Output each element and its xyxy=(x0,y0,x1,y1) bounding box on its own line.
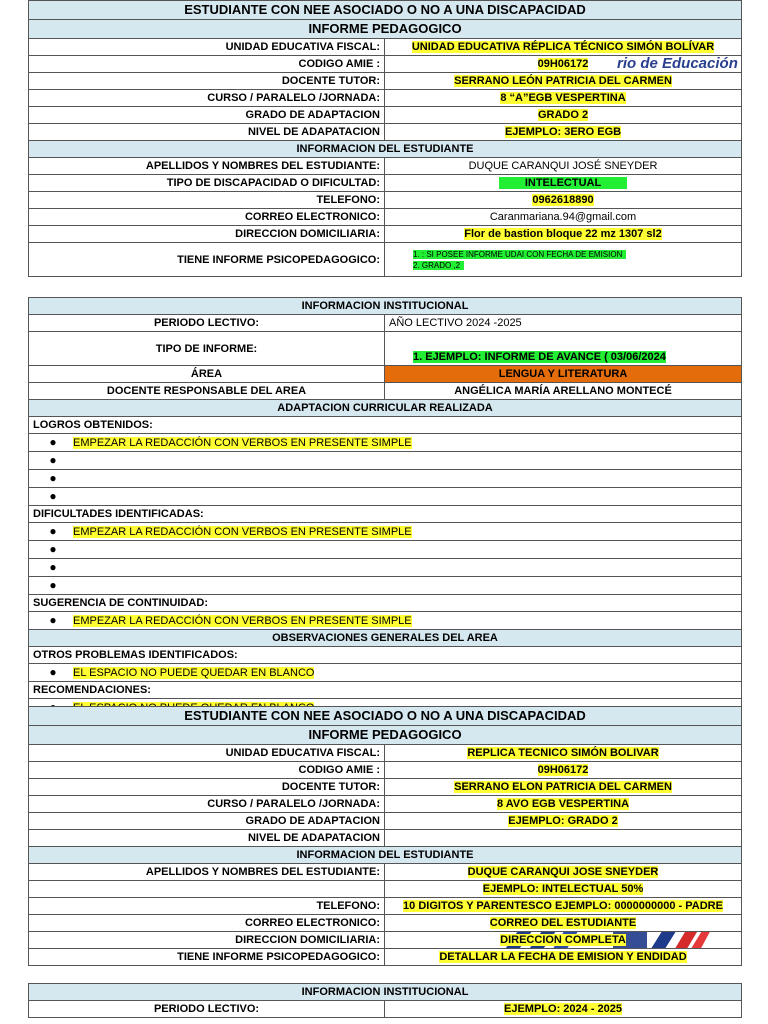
field-value: EJEMPLO: 3ERO EGB xyxy=(504,126,622,138)
field-value: ANGÉLICA MARÍA ARELLANO MONTECÉ xyxy=(385,383,742,400)
field-label: TIPO DE DISCAPACIDAD O DIFICULTAD: xyxy=(29,175,385,192)
field-value: 09H06172 xyxy=(537,58,589,70)
report-title: ESTUDIANTE CON NEE ASOCIADO O NO A UNA DISCAPACIDAD xyxy=(29,707,742,726)
field-value: Caranmariana.94@gmail.com xyxy=(385,209,742,226)
logros-item: EMPEZAR LA REDACCIÓN CON VERBOS EN PRESENTE SIMPLE xyxy=(73,437,412,449)
field-value: DUQUE CARANQUI JOSÉ SNEYDER xyxy=(385,158,742,175)
psico-item: 2. GRADO ,2 xyxy=(413,261,464,270)
field-label: TIENE INFORME PSICOPEDAGOGICO: xyxy=(29,243,385,277)
report-1-table xyxy=(28,0,742,277)
field-label: UNIDAD EDUCATIVA FISCAL: xyxy=(29,745,385,762)
field-label: DIRECCION DOMICILIARIA: xyxy=(29,932,385,949)
bullet: ● xyxy=(49,613,57,627)
field-label: CODIGO AMIE : xyxy=(29,762,385,779)
recomendaciones-label: RECOMENDACIONES: xyxy=(29,682,742,699)
field-label: NIVEL DE ADAPATACION xyxy=(29,124,385,141)
field-label: TELEFONO: xyxy=(29,192,385,209)
institutional-table-2 xyxy=(28,983,742,1018)
bullet: ● xyxy=(49,471,57,485)
field-value: REPLICA TECNICO SIMÓN BOLIVAR xyxy=(467,747,659,759)
watermark-text: rio de Educación xyxy=(617,55,738,72)
field-label: GRADO DE ADAPTACION xyxy=(29,107,385,124)
area-value: LENGUA Y LITERATURA xyxy=(385,366,742,383)
field-label: UNIDAD EDUCATIVA FISCAL: xyxy=(29,39,385,56)
sugerencia-label: SUGERENCIA DE CONTINUIDAD: xyxy=(29,595,742,612)
field-value: 8 AVO EGB VESPERTINA xyxy=(496,798,630,810)
field-label: DOCENTE RESPONSABLE DEL AREA xyxy=(29,383,385,400)
field-value: INTELECTUAL xyxy=(499,177,627,189)
field-value: EJEMPLO: 2024 - 2025 xyxy=(504,1003,623,1015)
observaciones-header: OBSERVACIONES GENERALES DEL AREA xyxy=(29,630,742,647)
field-value: SERRANO ELON PATRICIA DEL CARMEN xyxy=(454,781,672,793)
sugerencia-item: EMPEZAR LA REDACCIÓN CON VERBOS EN PRESENTE SIMPLE xyxy=(73,615,412,627)
field-value: EJEMPLO: INTELECTUAL 50% xyxy=(482,883,644,895)
institutional-table-1 xyxy=(28,297,742,717)
field-label: GRADO DE ADAPTACION xyxy=(29,813,385,830)
report-2 xyxy=(28,706,741,966)
field-label: TELEFONO: xyxy=(29,898,385,915)
field-value: 1. EJEMPLO: INFORME DE AVANCE ( 03/06/2024 xyxy=(413,351,666,363)
field-value: 0962618890 xyxy=(532,194,594,206)
bullet: ● xyxy=(49,542,57,556)
report-2-table xyxy=(28,706,742,966)
bullet: ● xyxy=(49,524,57,538)
psico-item: 1. : SI POSEE INFORME UDAI CON FECHA DE EMISION xyxy=(413,250,626,259)
otros-item: EL ESPACIO NO PUEDE QUEDAR EN BLANCO xyxy=(73,667,315,679)
field-label: CURSO / PARALELO /JORNADA: xyxy=(29,90,385,107)
field-label: PERIODO LECTIVO: xyxy=(29,1001,385,1018)
institutional-info-2 xyxy=(28,983,741,1018)
field-value: SERRANO LEÓN PATRICIA DEL CARMEN xyxy=(454,75,672,87)
bullet: ● xyxy=(49,435,57,449)
report-1 xyxy=(28,0,741,277)
field-value: DIRECCION COMPLETA xyxy=(500,934,626,946)
field-label xyxy=(29,881,385,898)
field-value: GRADO 2 xyxy=(537,109,589,121)
field-value: Flor de bastion bloque 22 mz 1307 sl2 xyxy=(464,228,662,240)
institutional-header: INFORMACION INSTITUCIONAL xyxy=(29,984,742,1001)
field-value: 10 DIGITOS Y PARENTESCO EJEMPLO: 0000000000 - PADRE xyxy=(403,900,723,912)
report-title: ESTUDIANTE CON NEE ASOCIADO O NO A UNA DISCAPACIDAD xyxy=(29,1,742,20)
field-value: 8 “A”EGB VESPERTINA xyxy=(500,92,626,104)
field-label: CODIGO AMIE : xyxy=(29,56,385,73)
field-label: APELLIDOS Y NOMBRES DEL ESTUDIANTE: xyxy=(29,864,385,881)
field-label: NIVEL DE ADAPATACION xyxy=(29,830,385,847)
field-value xyxy=(385,830,742,847)
otros-label: OTROS PROBLEMAS IDENTIFICADOS: xyxy=(29,647,742,664)
report-subtitle: INFORME PEDAGOGICO xyxy=(29,20,742,39)
report-subtitle: INFORME PEDAGOGICO xyxy=(29,726,742,745)
institutional-header: INFORMACION INSTITUCIONAL xyxy=(29,298,742,315)
bullet: ● xyxy=(49,453,57,467)
field-label: DOCENTE TUTOR: xyxy=(29,779,385,796)
field-label: DIRECCION DOMICILIARIA: xyxy=(29,226,385,243)
institutional-info-1 xyxy=(28,297,741,717)
bullet: ● xyxy=(49,665,57,679)
field-label: TIPO DE INFORME: xyxy=(29,332,385,366)
field-value: AÑO LECTIVO 2024 -2025 xyxy=(385,315,742,332)
dificultades-item: EMPEZAR LA REDACCIÓN CON VERBOS EN PRESENTE SIMPLE xyxy=(73,526,412,538)
field-value: CORREO DEL ESTUDIANTE xyxy=(489,917,637,929)
field-label: CORREO ELECTRONICO: xyxy=(29,915,385,932)
logros-label: LOGROS OBTENIDOS: xyxy=(29,417,742,434)
field-label: DOCENTE TUTOR: xyxy=(29,73,385,90)
adaptacion-header: ADAPTACION CURRICULAR REALIZADA xyxy=(29,400,742,417)
field-label: APELLIDOS Y NOMBRES DEL ESTUDIANTE: xyxy=(29,158,385,175)
field-label: CURSO / PARALELO /JORNADA: xyxy=(29,796,385,813)
student-info-header: INFORMACION DEL ESTUDIANTE xyxy=(29,847,742,864)
field-value: EJEMPLO: GRADO 2 xyxy=(508,815,618,827)
bullet: ● xyxy=(49,489,57,503)
field-value: 09H06172 xyxy=(537,764,589,776)
bullet: ● xyxy=(49,560,57,574)
dificultades-label: DIFICULTADES IDENTIFICADAS: xyxy=(29,506,742,523)
field-value: UNIDAD EDUCATIVA RÉPLICA TÉCNICO SIMÓN BOLÍVAR xyxy=(411,41,715,53)
bullet: ● xyxy=(49,578,57,592)
field-value: DUQUE CARANQUI JOSE SNEYDER xyxy=(467,866,659,878)
field-label: ÁREA xyxy=(29,366,385,383)
field-label: TIENE INFORME PSICOPEDAGOGICO: xyxy=(29,949,385,966)
field-value: DETALLAR LA FECHA DE EMISION Y ENDIDAD xyxy=(439,951,687,963)
field-label: PERIODO LECTIVO: xyxy=(29,315,385,332)
student-info-header: INFORMACION DEL ESTUDIANTE xyxy=(29,141,742,158)
field-label: CORREO ELECTRONICO: xyxy=(29,209,385,226)
